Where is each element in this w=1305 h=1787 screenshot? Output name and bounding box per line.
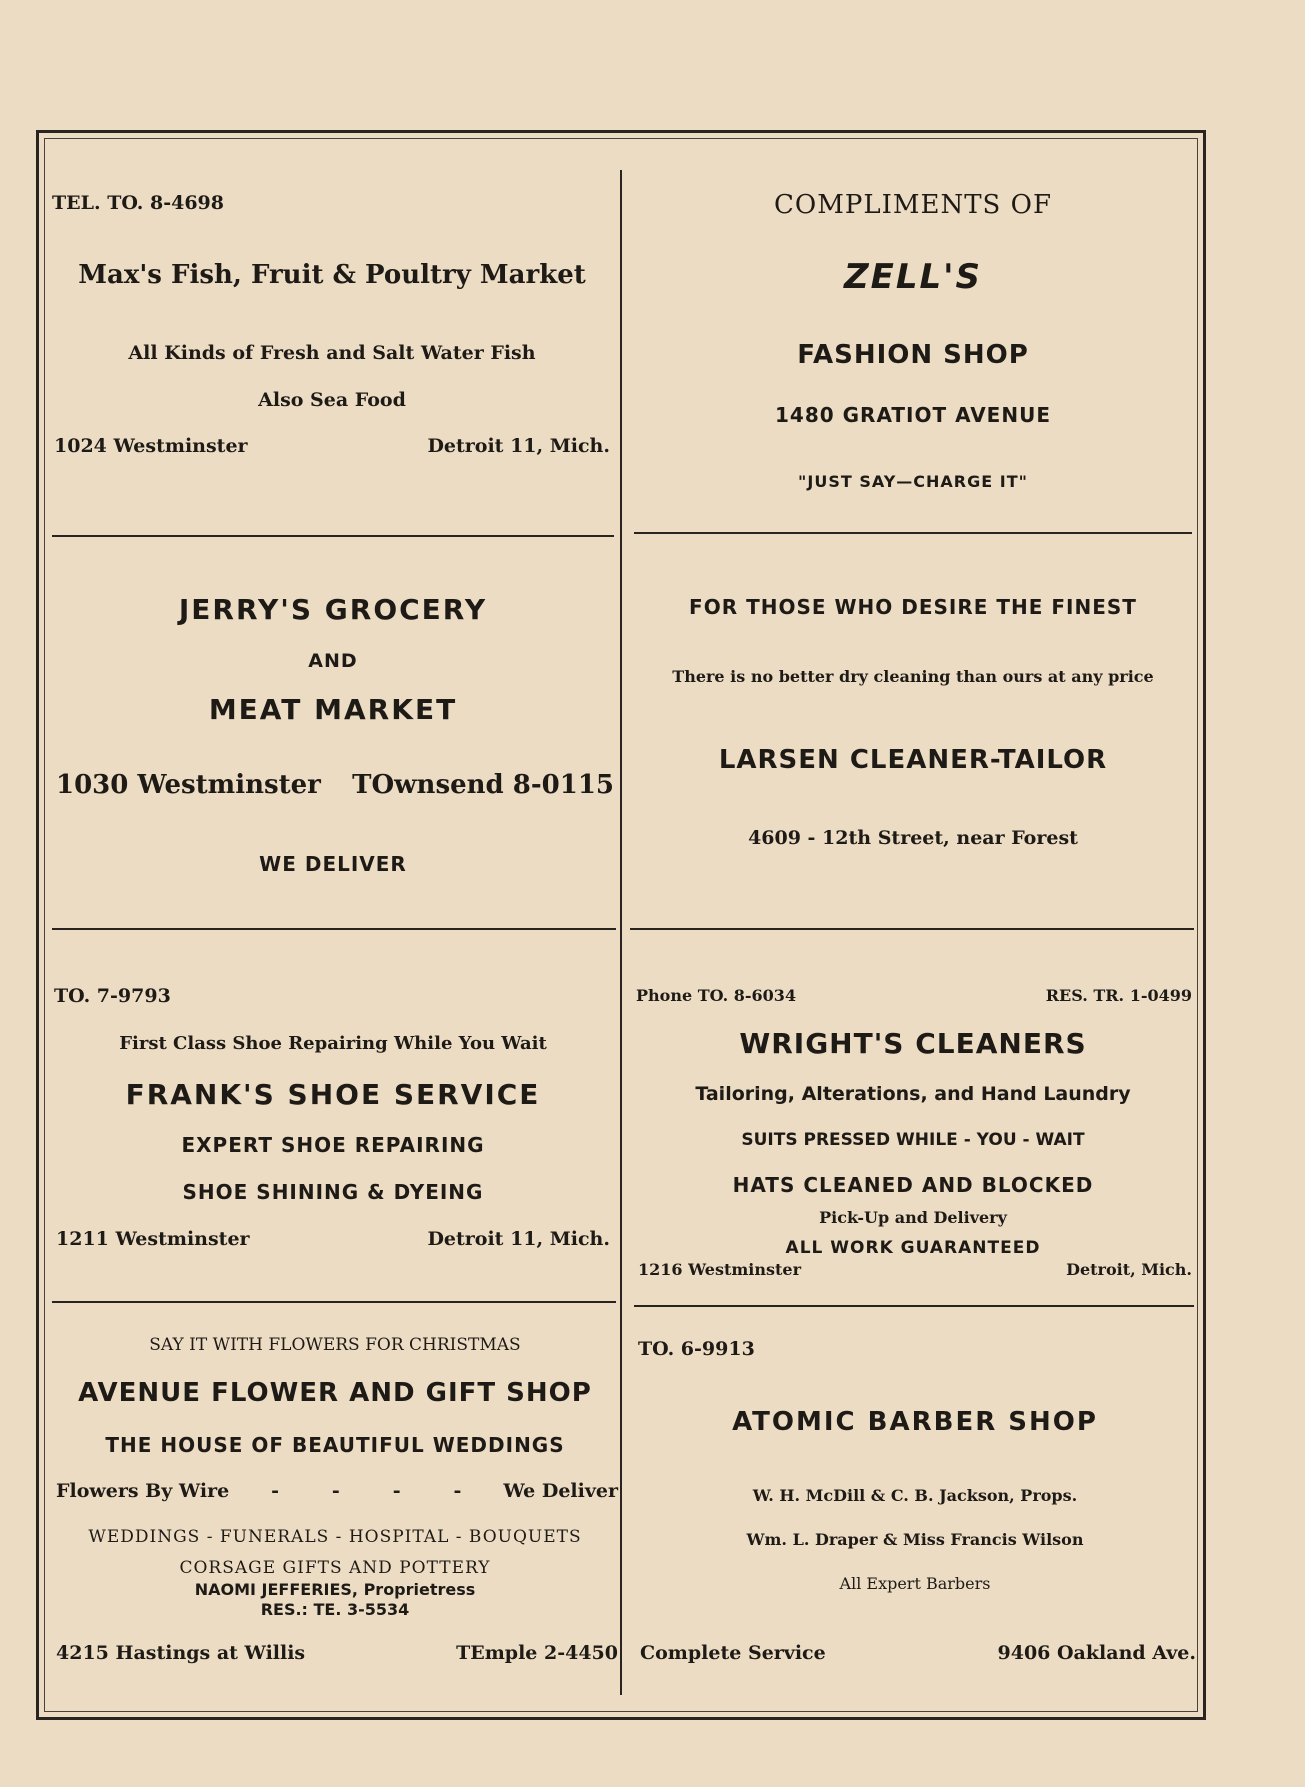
jerrys-contact (52, 770, 614, 800)
ad-zells-fashion-shop (634, 175, 1192, 525)
jerrys-address: 1030 Westminster (56, 770, 321, 800)
zells-slogan: "JUST SAY—CHARGE IT" (798, 472, 1028, 491)
wrights-header (634, 986, 1192, 1005)
wrights-res: RES. TR. 1-0499 (1045, 986, 1192, 1005)
divider-right-2 (630, 928, 1194, 930)
wrights-phone: Phone TO. 8-6034 (636, 986, 797, 1005)
ad-avenue-flower-gift-shop (52, 1312, 618, 1712)
avenue-res: RES.: TE. 3-5534 (260, 1600, 410, 1619)
franks-city: Detroit 11, Mich. (427, 1228, 610, 1250)
atomic-service: Complete Service (640, 1642, 826, 1664)
franks-line3: SHOE SHINING & DYEING (182, 1180, 484, 1204)
atomic-expert: All Expert Barbers (839, 1574, 991, 1593)
avenue-tagline: THE HOUSE OF BEAUTIFUL WEDDINGS (105, 1433, 565, 1457)
franks-line2: EXPERT SHOE REPAIRING (181, 1133, 485, 1157)
atomic-address: 9406 Oakland Ave. (997, 1642, 1196, 1664)
ad-wrights-cleaners (634, 940, 1192, 1300)
wrights-line3: HATS CLEANED AND BLOCKED (732, 1173, 1094, 1197)
max-footer (52, 435, 614, 457)
wrights-line2: SUITS PRESSED WHILE - YOU - WAIT (741, 1130, 1085, 1150)
wrights-name: WRIGHT'S CLEANERS (739, 1027, 1087, 1060)
jerrys-and: AND (308, 650, 358, 672)
avenue-wire-dashes: - - - - (271, 1480, 462, 1502)
larsen-name: LARSEN CLEANER-TAILOR (718, 745, 1108, 775)
larsen-headline: FOR THOSE WHO DESIRE THE FINEST (689, 595, 1137, 619)
max-address: 1024 Westminster (54, 435, 248, 457)
max-line1: All Kinds of Fresh and Salt Water Fish (128, 342, 536, 364)
max-city: Detroit 11, Mich. (427, 435, 610, 457)
atomic-props: W. H. McDill & C. B. Jackson, Props. (752, 1486, 1078, 1505)
zells-subtitle: FASHION SHOP (797, 340, 1029, 370)
larsen-line1: There is no better dry cleaning than ours at any price (672, 667, 1154, 686)
wrights-footer (634, 1260, 1192, 1279)
avenue-footer (52, 1642, 618, 1664)
atomic-barbers: Wm. L. Draper & Miss Francis Wilson (746, 1530, 1084, 1549)
avenue-address: 4215 Hastings at Willis (56, 1642, 306, 1664)
max-line2: Also Sea Food (258, 389, 406, 411)
divider-left-3 (52, 1301, 616, 1303)
jerrys-name2: MEAT MARKET (208, 693, 458, 726)
avenue-line2: CORSAGE GIFTS AND POTTERY (179, 1558, 491, 1578)
avenue-proprietor: NAOMI JEFFERIES, Proprietress (194, 1580, 476, 1599)
atomic-phone: TO. 6-9913 (638, 1338, 755, 1360)
franks-line1: First Class Shoe Repairing While You Wait (119, 1033, 547, 1054)
avenue-headline: SAY IT WITH FLOWERS FOR CHRISTMAS (149, 1335, 521, 1355)
zells-intro: COMPLIMENTS OF (774, 190, 1052, 220)
ad-larsen-cleaner-tailor (634, 545, 1192, 920)
avenue-name: AVENUE FLOWER AND GIFT SHOP (78, 1378, 592, 1408)
ad-franks-shoe-service (52, 940, 614, 1295)
avenue-wire-row (52, 1480, 618, 1502)
jerrys-tagline: WE DELIVER (259, 852, 407, 876)
wrights-line5: ALL WORK GUARANTEED (785, 1238, 1041, 1258)
franks-address: 1211 Westminster (56, 1228, 250, 1250)
franks-name: FRANK'S SHOE SERVICE (125, 1078, 541, 1111)
atomic-footer (634, 1642, 1196, 1664)
avenue-wire-left: Flowers By Wire (56, 1480, 230, 1502)
divider-right-1 (634, 532, 1192, 534)
jerrys-name: JERRY'S GROCERY (178, 593, 488, 626)
avenue-wire-right: We Deliver (503, 1480, 618, 1502)
larsen-address: 4609 - 12th Street, near Forest (748, 827, 1078, 849)
max-phone: TEL. TO. 8-4698 (52, 192, 225, 214)
franks-footer (52, 1228, 614, 1250)
jerrys-phone: TOwnsend 8-0115 (352, 770, 614, 800)
zells-name: ZELL'S (843, 257, 983, 297)
divider-left-1 (52, 535, 614, 537)
franks-phone: TO. 7-9793 (54, 985, 171, 1007)
wrights-line1: Tailoring, Alterations, and Hand Laundry (695, 1083, 1131, 1105)
wrights-address: 1216 Westminster (638, 1260, 801, 1279)
max-name: Max's Fish, Fruit & Poultry Market (78, 260, 586, 290)
ad-atomic-barber-shop (634, 1312, 1196, 1712)
column-divider (620, 170, 622, 1695)
zells-address: 1480 GRATIOT AVENUE (775, 403, 1051, 427)
divider-left-2 (52, 928, 616, 930)
wrights-line4: Pick-Up and Delivery (819, 1208, 1007, 1227)
avenue-line1: WEDDINGS - FUNERALS - HOSPITAL - BOUQUETS (88, 1527, 582, 1547)
wrights-city: Detroit, Mich. (1066, 1260, 1192, 1279)
ad-jerrys-grocery (52, 545, 614, 920)
avenue-phone: TEmple 2-4450 (456, 1642, 618, 1664)
ad-max-fish-market (52, 175, 614, 525)
atomic-name: ATOMIC BARBER SHOP (732, 1407, 1098, 1437)
divider-right-3 (634, 1305, 1194, 1307)
